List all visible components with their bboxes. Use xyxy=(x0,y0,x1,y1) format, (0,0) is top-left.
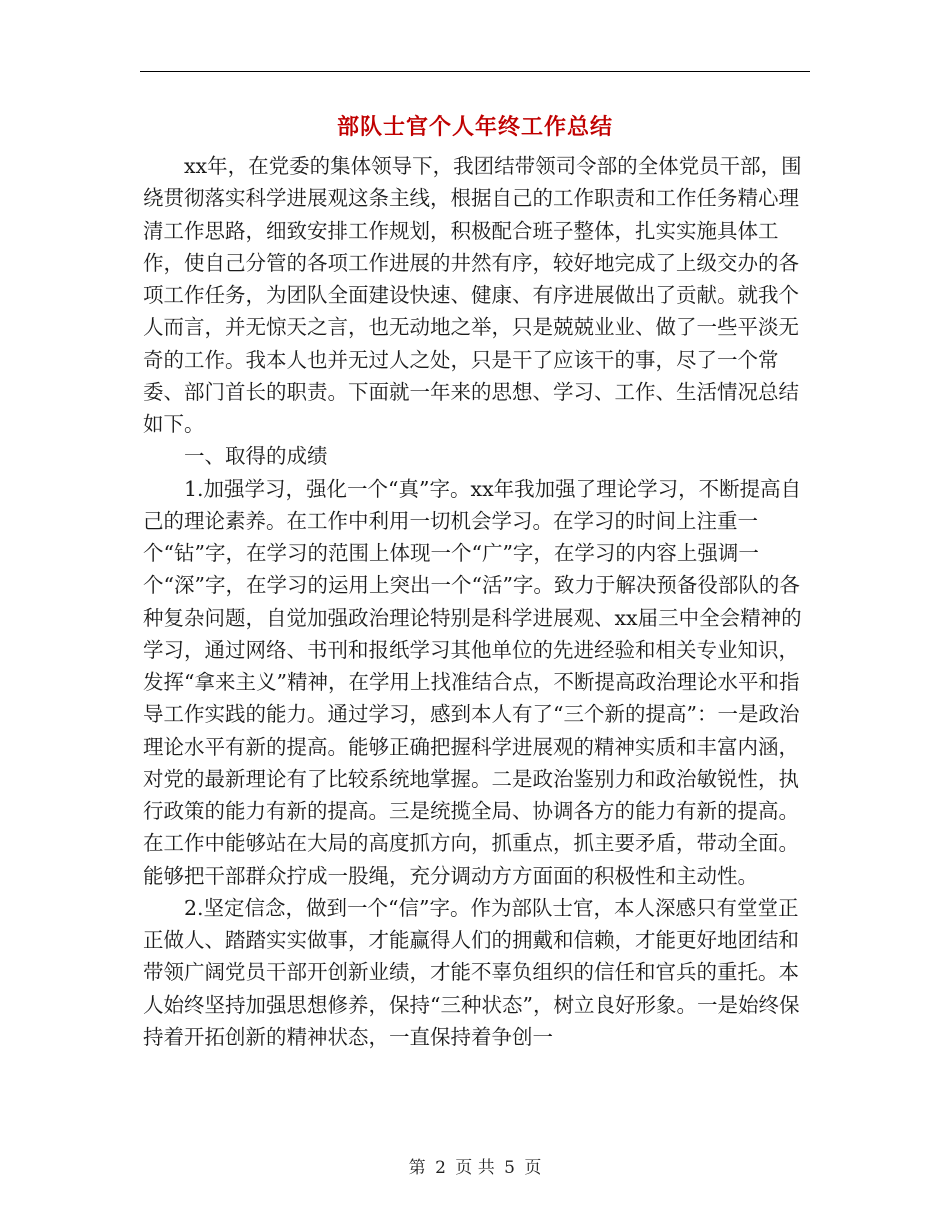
page-footer xyxy=(0,1153,950,1178)
footer-suffix: 页 xyxy=(524,1158,542,1178)
footer-total-pages: 5 xyxy=(504,1158,515,1178)
document-body xyxy=(143,150,813,1053)
paragraph-belief: 2.坚定信念，做到一个“信”字。作为部队士官，本人深感只有堂堂正正做人、踏踏实实做事，才能赢得人们的拥戴和信赖，才能更好地团结和带领广阔党员干部开创新业绩，才能不辜负组织的信任和官兵的重托。本人始终坚持加强思想修养，保持“三种状态”，树立良好形象。一是始终保持着开拓创新的精神状态，一直保持着争创一 xyxy=(143,895,800,1049)
paragraph-study: 1.加强学习，强化一个“真”字。xx年我加强了理论学习，不断提高自己的理论素养。在工作中利用一切机会学习。在学习的时间上注重一个“钻”字，在学习的范围上体现一个“广”字，在学习的内容上强调一个“深”字，在学习的运用上突出一个“活”字。致力于解决预备役部队的各种复杂问题，自觉加强政治理论特别是科学进展观、xx届三中全会精神的学习，通过网络、书刊和报纸学习其他单位的先进经验和相关专业知识，发挥“拿来主义”精神，在学用上找准结合点，不断提高政治理论水平和指导工作实践的能力。通过学习，感到本人有了“三个新的提高”：一是政治理论水平有新的提高。能够正确把握科学进展观的精神实质和丰富内涵，对党的最新理论有了比较系统地掌握。二是政治鉴别力和政治敏锐性，执行政策的能力有新的提高。三是统揽全局、协调各方的能力有新的提高。在工作中能够站在大局的高度抓方向，抓重点，抓主要矛盾，带动全面。能够把干部群众拧成一股绳，充分调动方方面面的积极性和主动性。 xyxy=(143,476,802,888)
footer-current-page: 2 xyxy=(435,1158,446,1178)
footer-middle: 页 共 xyxy=(455,1158,495,1178)
section-heading-achievements: 一、取得的成绩 xyxy=(184,444,328,469)
header-rule xyxy=(140,71,810,72)
footer-prefix: 第 xyxy=(408,1158,426,1178)
document-title: 部队士官个人年终工作总结 xyxy=(336,114,613,140)
paragraph-intro: xx年，在党委的集体领导下，我团结带领司令部的全体党员干部，围绕贯彻落实科学进展观这条主线，根据自己的工作职责和工作任务精心理清工作思路，细致安排工作规划，积极配合班子整体，扎实实施具体工作，使自己分管的各项工作进展的井然有序，较好地完成了上级交办的各项工作任务，为团队全面建设快速、健康、有序进展做出了贡献。就我个人而言，并无惊天之言，也无动地之举，只是兢兢业业、做了一些平淡无奇的工作。我本人也并无过人之处，只是干了应该干的事，尽了一个常委、部门首长的职责。下面就一年来的思想、学习、工作、生活情况总结如下。 xyxy=(143,154,802,436)
